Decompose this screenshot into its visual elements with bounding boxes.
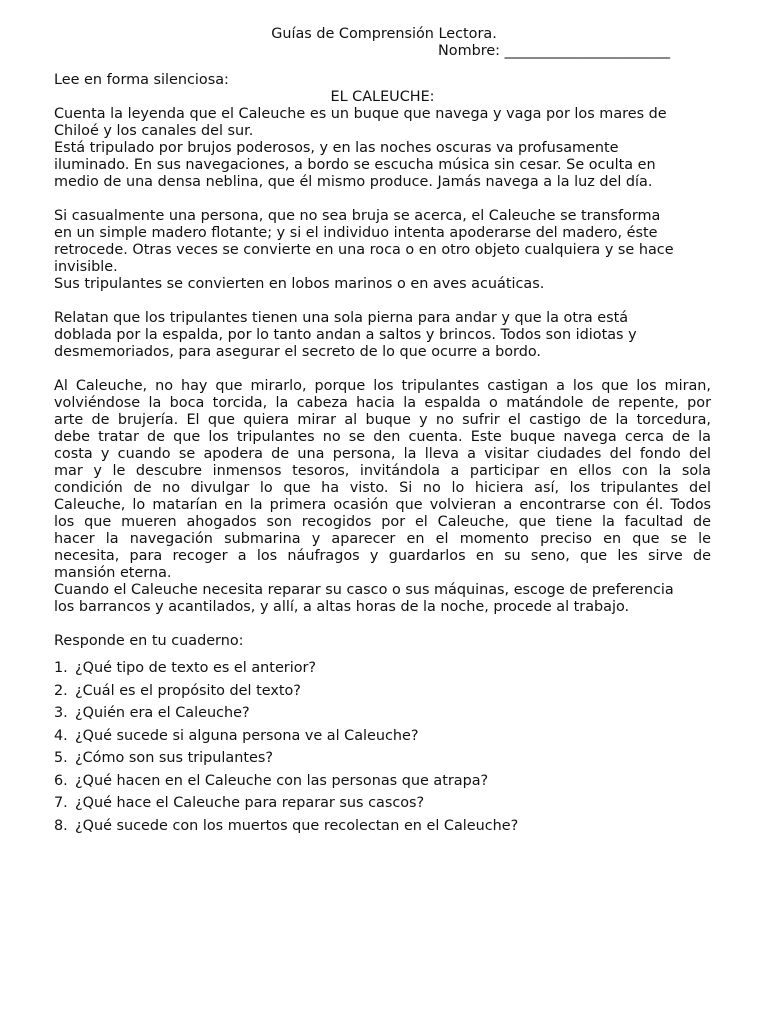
paragraph-gap: [54, 361, 711, 378]
story-text: [54, 106, 711, 633]
paragraph-gap: [54, 616, 711, 633]
question-item: [54, 660, 711, 677]
story-line: Está tripulado por brujos poderosos, y en las noches oscuras va profusamente: [54, 140, 619, 156]
question-number: 7.: [54, 795, 68, 811]
story-title: EL CALEUCHE:: [330, 89, 435, 105]
story-line: mansión eterna.: [54, 565, 172, 581]
question-item: [54, 705, 711, 722]
story-line: desmemoriados, para asegurar el secreto de lo que ocurre a bordo.: [54, 344, 541, 360]
question-text: ¿Qué tipo de texto es el anterior?: [75, 660, 317, 676]
question-item: [54, 728, 711, 745]
reading-instruction: Lee en forma silenciosa:: [54, 72, 229, 88]
question-number: 5.: [54, 750, 68, 766]
question-number: 3.: [54, 705, 68, 721]
story-line: los que mueren ahogados son recogidos por el Caleuche, que tiene la facultad de: [54, 514, 711, 530]
story-line: Si casualmente una persona, que no sea bruja se acerca, el Caleuche se transforma: [54, 208, 661, 224]
question-text: ¿Qué sucede con los muertos que recolectan en el Caleuche?: [75, 817, 519, 834]
story-line: retrocede. Otras veces se convierte en una roca o en otro objeto cualquiera y se hace: [54, 242, 674, 258]
name-field-label: Nombre: _______________________: [438, 43, 671, 59]
story-line: condición de no divulgar lo que ha visto. Si no lo hiciera así, los tripulantes del: [54, 480, 711, 496]
story-line: costa y cuando se apodera de una persona, la lleva a visitar ciudades del fondo del: [54, 446, 711, 462]
question-list: [54, 660, 711, 835]
story-line: Caleuche, lo matarían en la primera ocasión que volvieran a encontrarse con él. Todos: [54, 497, 711, 513]
story-line: iluminado. En sus navegaciones, a bordo se escucha música sin cesar. Se oculta en: [54, 157, 656, 173]
story-line: Al Caleuche, no hay que mirarlo, porque los tripulantes castigan a los que los miran,: [54, 378, 711, 394]
question-number: 4.: [54, 727, 68, 744]
question-item: [54, 818, 711, 835]
story-line: hacer la navegación submarina y aparecer en el momento preciso en que se le: [54, 531, 711, 547]
question-item: [54, 795, 711, 812]
story-line: arte de brujería. El que quiera mirar al buque y no sufrir el castigo de la torcedura,: [54, 412, 711, 428]
question-text: ¿Cuál es el propósito del texto?: [75, 682, 301, 699]
story-line: invisible.: [54, 259, 118, 275]
story-line: Cuenta la leyenda que el Caleuche es un buque que navega y vaga por los mares de: [54, 106, 667, 122]
question-number: 8.: [54, 817, 68, 834]
paragraph-gap: [54, 293, 711, 310]
questions-instruction: Responde en tu cuaderno:: [54, 633, 244, 649]
story-line: volviéndose la boca torcida, la cabeza hacia la espalda o matándole de repente, por: [54, 395, 711, 411]
question-number: 2.: [54, 682, 68, 699]
question-text: ¿Cómo son sus tripulantes?: [75, 750, 273, 766]
story-line: Cuando el Caleuche necesita reparar su casco o sus máquinas, escoge de preferencia: [54, 582, 674, 598]
story-line: doblada por la espalda, por lo tanto andan a saltos y brincos. Todos son idiotas y: [54, 327, 637, 343]
question-item: [54, 683, 711, 700]
question-number: 6.: [54, 772, 68, 789]
question-number: 1.: [54, 660, 68, 676]
question-text: ¿Qué hacen en el Caleuche con las personas que atrapa?: [75, 772, 489, 789]
story-line: en un simple madero flotante; y si el individuo intenta apoderarse del madero, éste: [54, 225, 658, 241]
story-line: los barrancos y acantilados, y allí, a altas horas de la noche, procede al trabajo.: [54, 599, 630, 615]
document-header: [0, 26, 768, 59]
question-text: ¿Qué hace el Caleuche para reparar sus cascos?: [75, 795, 425, 811]
question-item: [54, 750, 711, 767]
story-line: necesita, para recoger a los náufragos y guardarlos en su seno, que les sirve de: [54, 548, 711, 564]
story-line: Relatan que los tripulantes tienen una sola pierna para andar y que la otra está: [54, 310, 629, 326]
story-line: debe tratar de que los tripulantes no se den cuenta. Este buque navega cerca de la: [54, 429, 711, 445]
spacer: [54, 650, 711, 660]
document-body: [54, 72, 711, 840]
story-line: Sus tripulantes se convierten en lobos marinos o en aves acuáticas.: [54, 276, 545, 292]
question-item: [54, 773, 711, 790]
document-title: Guías de Comprensión Lectora.: [271, 26, 497, 42]
story-line: Chiloé y los canales del sur.: [54, 123, 254, 139]
question-text: ¿Qué sucede si alguna persona ve al Caleuche?: [75, 727, 419, 744]
story-line: medio de una densa neblina, que él mismo produce. Jamás navega a la luz del día.: [54, 174, 653, 190]
question-text: ¿Quién era el Caleuche?: [75, 705, 250, 721]
story-line: mar y le descubre inmensos tesoros, invitándola a participar en ellos con la sola: [54, 463, 711, 479]
paragraph-gap: [54, 191, 711, 208]
